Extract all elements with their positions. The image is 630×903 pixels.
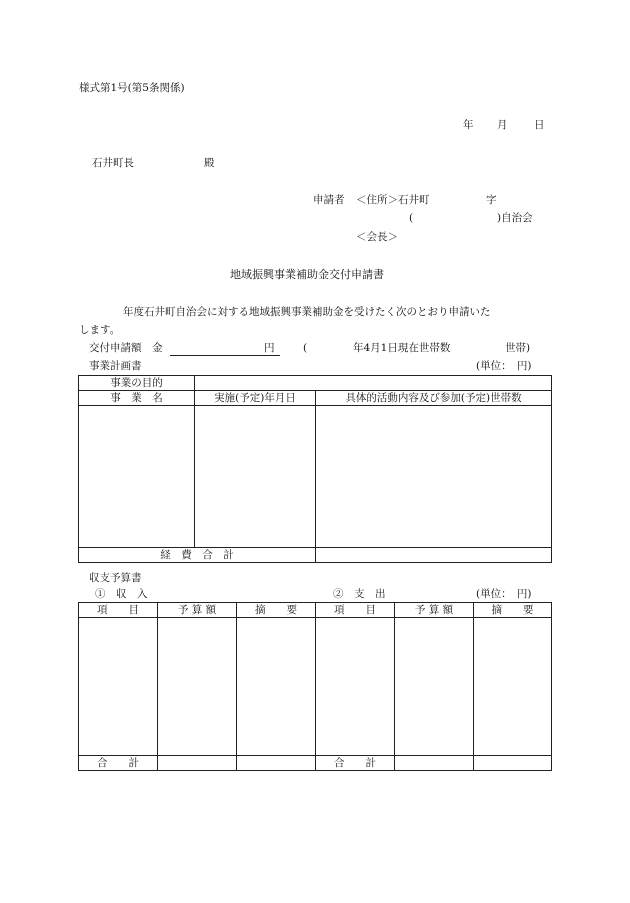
expense-table: [315, 602, 552, 771]
plan-col-detail: 具体的活動内容及び参加(予定)世帯数: [316, 391, 552, 406]
budget-unit: (単位： 円): [476, 588, 532, 600]
income-total-label: 合 計: [79, 756, 158, 771]
plan-body-date: [195, 406, 316, 548]
applicant-chairman-label: ＜会長＞: [356, 231, 398, 243]
amount-label: 交付申請額 金: [89, 342, 163, 354]
income-col-amount: 予 算 額: [158, 603, 237, 618]
budget-expense-label: ② 支 出: [333, 588, 386, 600]
income-body-amount: [158, 618, 237, 756]
plan-body-detail: [316, 406, 552, 548]
document-title: 地域振興事業補助金交付申請書: [230, 268, 384, 281]
expense-body-row: [316, 618, 552, 756]
addressee-name: 石井町長: [92, 157, 134, 169]
body-text-line1: 年度石井町自治会に対する地域振興事業補助金を受けたく次のとおり申請いた: [123, 306, 491, 318]
plan-purpose-value: [195, 376, 552, 391]
income-total-amount: [158, 756, 237, 771]
households-unit: 世帯): [505, 342, 531, 354]
plan-total-label: 経 費 合 計: [79, 548, 316, 563]
plan-body-row: [79, 406, 552, 548]
plan-purpose-label: 事業の目的: [79, 376, 195, 391]
applicant-aza: 字: [486, 194, 497, 206]
income-total-row: [79, 756, 316, 771]
households-as-of: 年4月1日現在世帯数: [353, 342, 451, 354]
plan-heading: 事業計画書: [89, 360, 142, 372]
budget-income-label: ① 収 入: [95, 588, 148, 600]
expense-header-row: [316, 603, 552, 618]
plan-total-row: [79, 548, 552, 563]
plan-unit: (単位： 円): [476, 360, 532, 372]
applicant-label: 申請者: [313, 194, 345, 206]
applicant-address-label: ＜住所＞石井町: [356, 194, 430, 206]
expense-total-note: [474, 756, 552, 771]
expense-total-label: 合 計: [316, 756, 395, 771]
income-body-item: [79, 618, 158, 756]
amount-yen: 円: [264, 342, 275, 354]
body-text-line2: します。: [79, 324, 121, 336]
date-year: 年: [463, 119, 474, 131]
plan-body-name: [79, 406, 195, 548]
income-body-note: [237, 618, 316, 756]
applicant-association: )自治会: [497, 212, 533, 224]
form-number: 様式第1号(第5条関係): [79, 82, 185, 94]
income-header-row: [79, 603, 316, 618]
income-col-note: 摘 要: [237, 603, 316, 618]
plan-header-row: [79, 391, 552, 406]
plan-purpose-row: [79, 376, 552, 391]
addressee-honorific: 殿: [204, 157, 215, 169]
expense-total-amount: [395, 756, 474, 771]
expense-col-item: 項 目: [316, 603, 395, 618]
income-total-note: [237, 756, 316, 771]
budget-heading: 収支予算書: [89, 572, 142, 584]
expense-body-note: [474, 618, 552, 756]
income-table: [78, 602, 316, 771]
income-body-row: [79, 618, 316, 756]
applicant-paren-open: (: [409, 212, 414, 224]
plan-table: [78, 375, 552, 563]
plan-col-name: 事 業 名: [79, 391, 195, 406]
amount-paren-open: (: [303, 342, 308, 354]
plan-total-value: [316, 548, 552, 563]
expense-body-amount: [395, 618, 474, 756]
income-col-item: 項 目: [79, 603, 158, 618]
expense-total-row: [316, 756, 552, 771]
expense-col-amount: 予 算 額: [395, 603, 474, 618]
expense-body-item: [316, 618, 395, 756]
expense-col-note: 摘 要: [474, 603, 552, 618]
date-month: 月: [497, 119, 508, 131]
date-day: 日: [534, 119, 545, 131]
plan-col-date: 実施(予定)年月日: [195, 391, 316, 406]
